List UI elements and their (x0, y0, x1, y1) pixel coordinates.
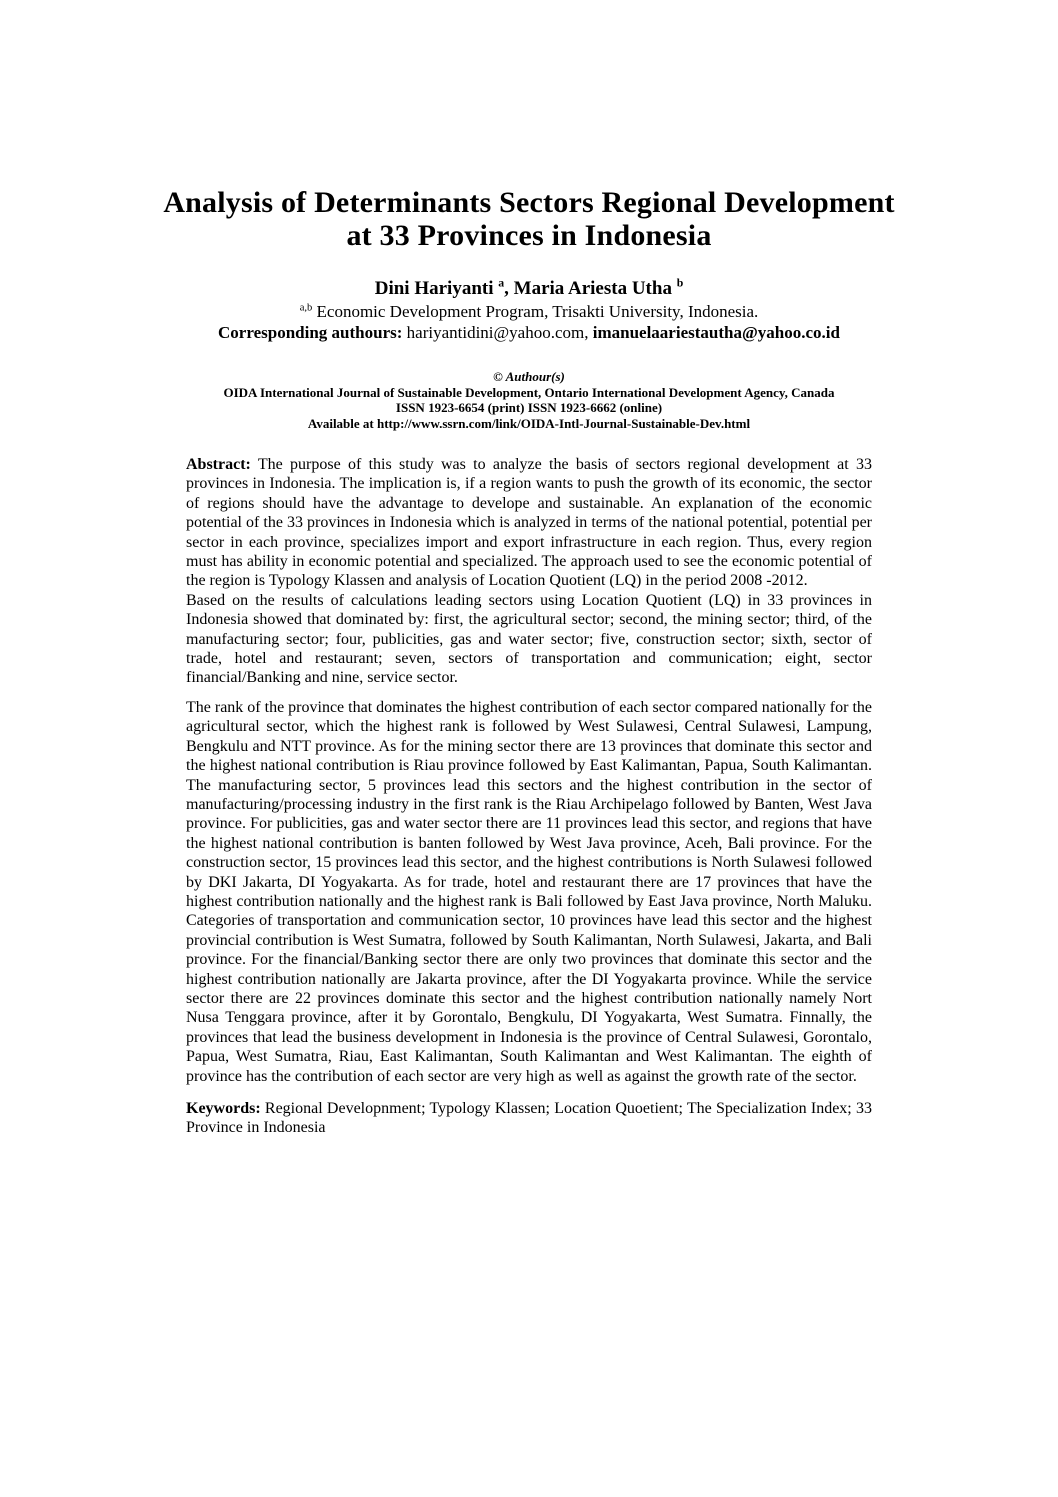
keywords-label: Keywords: (186, 1100, 261, 1117)
keywords-text: Regional Developnment; Typology Klassen; Location Quoetient; The Specialization Index; 33 Province in Indonesia (186, 1100, 872, 1137)
abstract-text-2: Based on the results of calculations leading sectors using Location Quotient (LQ) in 33 provinces in Indonesia showed that dominated by: first, the agricultural sector; second, the mining sector; third, of the manufacturing sector; four, publicities, gas and water sector; five, construction sector; sixth, sector of trade, hotel and restaurant; seven, sectors of transportation and communication; eight, sector financial/Banking and nine, service sector. (186, 591, 872, 687)
author-2-name: Maria Ariesta Utha (513, 278, 677, 299)
issn-line: ISSN 1923-6654 (print) ISSN 1923-6662 (online) (395, 400, 663, 415)
abstract-section (186, 455, 872, 1138)
corresponding-label: Corresponding authours: (218, 323, 407, 342)
abstract-paragraph-1 (186, 455, 872, 591)
authors-separator: , (504, 278, 514, 299)
authors-line (0, 278, 1058, 300)
abstract-label: Abstract: (186, 456, 251, 473)
corresponding-line (0, 323, 1058, 343)
affiliation-line (0, 302, 1058, 322)
keywords-paragraph (186, 1099, 872, 1138)
affiliation-text: Economic Development Program, Trisakti University, Indonesia. (312, 302, 759, 321)
copyright-line: © Authour(s) (493, 369, 565, 384)
author-1-name: Dini Hariyanti (374, 278, 499, 299)
paper-title (0, 186, 1058, 252)
abstract-text-1: The purpose of this study was to analyze the basis of sectors regional development at 33 provinces in Indonesia. The implication is, if a region wants to push the growth of its economic, the sector of regions should have the advantage to develope and sustainable. An explanation of the economic potential of the 33 provinces in Indonesia which is analyzed in terms of the national potential, potential per sector in each province, specializes import and export infrastructure in each region. Thus, every region must has ability in economic potential and specialized. The approach used to see the economic potential of the region is Typology Klassen and analysis of Location Quotient (LQ) in the period 2008 -2012. (186, 456, 872, 590)
journal-name-line: OIDA International Journal of Sustainable Development, Ontario International Development Agency, Canada (223, 384, 835, 400)
results-paragraph (186, 698, 872, 1086)
author-1-superscript: a (498, 276, 505, 290)
paper-title-line2: at 33 Provinces in Indonesia (346, 219, 712, 252)
abstract-paragraph-2 (186, 591, 872, 688)
affiliation-superscript: a,b (299, 302, 313, 314)
results-text: The rank of the province that dominates the highest contribution of each sector compared nationally for the agricultural sector, which the highest rank is followed by West Sulawesi, Central Sulawesi, Lampung, Bengkulu and NTT province. As for the mining sector there are 13 provinces that dominate this sector and the highest national contribution is Riau province followed by East Kalimantan, Papua, South Kalimantan. The manufacturing sector, 5 provinces lead this sectors and the highest contribution in the sector of manufacturing/processing industry in the first rank is the Riau Archipelago followed by Banten, West Java province. For publicities, gas and water sector there are 11 provinces lead this sector, and regions that have the highest national contribution is banten followed by West Java province, Aceh, Bali province. For the construction sector, 15 provinces lead this sector, and the highest contributions is North Sulawesi followed by DKI Jakarta, DI Yogyakarta. As for trade, hotel and restaurant there are 17 provinces that have the highest contribution nationally and the highest rank is Bali followed by East Java province, North Maluku. Categories of transportation and communication sector, 10 provinces have lead this sector and the highest provincial contribution is West Sumatra, followed by South Kalimantan, North Sulawesi, Jakarta, and Bali province. For the financial/Banking sector there are only two provinces that dominate this sector and the highest contribution nationally are Jakarta province, after the DI Yogyakarta province. While the service sector there are 22 provinces dominate this sector and the highest contribution nationally namely Nort Nusa Tenggara province, after it by Gorontalo, Bengkulu, DI Yogyakarta, West Sumatra. Finnally, the provinces that lead the business development in Indonesia is the province of Central Sulawesi, Gorontalo, Papua, West Sumatra, Riau, East Kalimantan, South Kalimantan and West Kalimantan. The eighth of province has the contribution of each sector are very high as well as against the growth rate of the sector. (186, 698, 872, 1085)
journal-imprint-block (0, 369, 1058, 431)
paper-title-line1: Analysis of Determinants Sectors Regional Development (163, 186, 895, 219)
author-2-superscript: b (676, 276, 684, 290)
corresponding-email-2: imanuelaariestautha@yahoo.co.id (592, 323, 840, 342)
availability-line: Available at http://www.ssrn.com/link/OIDA-Intl-Journal-Sustainable-Dev.html (307, 415, 751, 431)
corresponding-email-1: hariyantidini@yahoo.com, (406, 323, 593, 342)
